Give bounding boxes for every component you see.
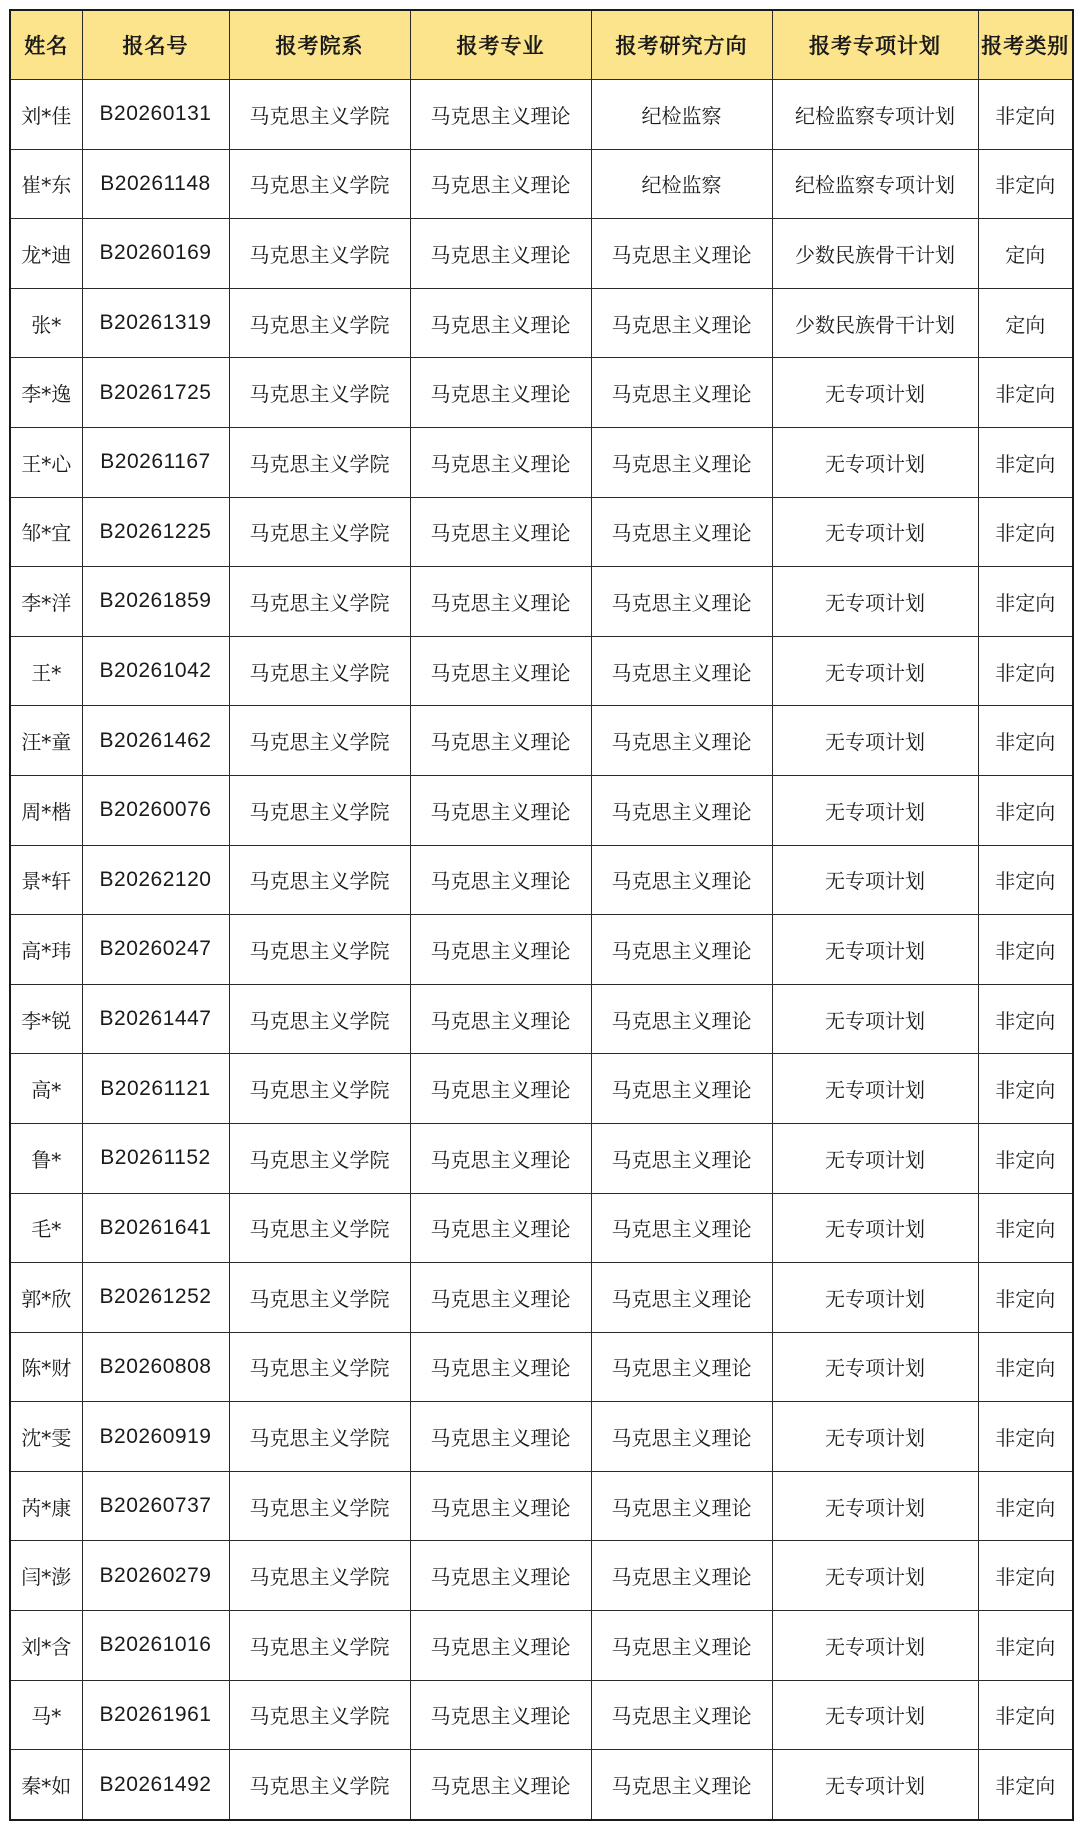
cell-registration-number: B20261725 xyxy=(82,358,229,428)
cell-category: 非定向 xyxy=(978,1193,1073,1263)
cell-department: 马克思主义学院 xyxy=(229,984,410,1054)
cell-registration-number: B20261121 xyxy=(82,1054,229,1124)
cell-category: 非定向 xyxy=(978,1611,1073,1681)
cell-registration-number: B20261961 xyxy=(82,1680,229,1750)
cell-special-plan: 无专项计划 xyxy=(772,915,978,985)
cell-major: 马克思主义理论 xyxy=(410,915,591,985)
cell-category: 非定向 xyxy=(978,775,1073,845)
cell-department: 马克思主义学院 xyxy=(229,1123,410,1193)
cell-name: 邹*宜 xyxy=(10,497,82,567)
cell-registration-number: B20261641 xyxy=(82,1193,229,1263)
header-special-plan: 报考专项计划 xyxy=(772,10,978,80)
header-name: 姓名 xyxy=(10,10,82,80)
applicant-table xyxy=(9,9,1074,1821)
cell-department: 马克思主义学院 xyxy=(229,497,410,567)
cell-major: 马克思主义理论 xyxy=(410,636,591,706)
cell-name: 沈*雯 xyxy=(10,1402,82,1472)
cell-category: 非定向 xyxy=(978,1332,1073,1402)
cell-registration-number: B20261148 xyxy=(82,149,229,219)
header-category: 报考类别 xyxy=(978,10,1073,80)
cell-category: 定向 xyxy=(978,219,1073,289)
cell-registration-number: B20261447 xyxy=(82,984,229,1054)
table-row xyxy=(10,149,1073,219)
cell-category: 非定向 xyxy=(978,1750,1073,1820)
cell-registration-number: B20260076 xyxy=(82,775,229,845)
table-row xyxy=(10,1054,1073,1124)
cell-department: 马克思主义学院 xyxy=(229,1750,410,1820)
cell-research-direction: 马克思主义理论 xyxy=(591,497,772,567)
cell-department: 马克思主义学院 xyxy=(229,358,410,428)
cell-major: 马克思主义理论 xyxy=(410,219,591,289)
cell-research-direction: 纪检监察 xyxy=(591,149,772,219)
cell-name: 郭*欣 xyxy=(10,1263,82,1333)
cell-name: 周*楷 xyxy=(10,775,82,845)
cell-department: 马克思主义学院 xyxy=(229,149,410,219)
cell-research-direction: 马克思主义理论 xyxy=(591,636,772,706)
cell-department: 马克思主义学院 xyxy=(229,706,410,776)
cell-department: 马克思主义学院 xyxy=(229,1541,410,1611)
cell-research-direction: 马克思主义理论 xyxy=(591,1611,772,1681)
header-major: 报考专业 xyxy=(410,10,591,80)
cell-department: 马克思主义学院 xyxy=(229,1332,410,1402)
cell-major: 马克思主义理论 xyxy=(410,775,591,845)
cell-research-direction: 马克思主义理论 xyxy=(591,1263,772,1333)
table-row xyxy=(10,1611,1073,1681)
cell-major: 马克思主义理论 xyxy=(410,497,591,567)
header-department: 报考院系 xyxy=(229,10,410,80)
cell-special-plan: 无专项计划 xyxy=(772,1471,978,1541)
cell-research-direction: 马克思主义理论 xyxy=(591,1054,772,1124)
cell-name: 王*心 xyxy=(10,427,82,497)
cell-special-plan: 少数民族骨干计划 xyxy=(772,288,978,358)
cell-research-direction: 马克思主义理论 xyxy=(591,845,772,915)
cell-registration-number: B20261319 xyxy=(82,288,229,358)
table-row xyxy=(10,1332,1073,1402)
cell-special-plan: 无专项计划 xyxy=(772,1750,978,1820)
cell-research-direction: 马克思主义理论 xyxy=(591,984,772,1054)
table-row xyxy=(10,984,1073,1054)
cell-name: 王* xyxy=(10,636,82,706)
cell-category: 非定向 xyxy=(978,636,1073,706)
table-row xyxy=(10,915,1073,985)
table-row xyxy=(10,1750,1073,1820)
cell-name: 李*逸 xyxy=(10,358,82,428)
table-row xyxy=(10,80,1073,150)
table-row xyxy=(10,1123,1073,1193)
table-row xyxy=(10,1263,1073,1333)
cell-research-direction: 马克思主义理论 xyxy=(591,1193,772,1263)
cell-research-direction: 马克思主义理论 xyxy=(591,706,772,776)
table-row xyxy=(10,1402,1073,1472)
table-row xyxy=(10,775,1073,845)
cell-research-direction: 马克思主义理论 xyxy=(591,1332,772,1402)
cell-department: 马克思主义学院 xyxy=(229,427,410,497)
table-row xyxy=(10,567,1073,637)
cell-category: 非定向 xyxy=(978,80,1073,150)
cell-name: 刘*佳 xyxy=(10,80,82,150)
table-row xyxy=(10,427,1073,497)
cell-department: 马克思主义学院 xyxy=(229,915,410,985)
cell-special-plan: 无专项计划 xyxy=(772,497,978,567)
cell-name: 高* xyxy=(10,1054,82,1124)
cell-name: 龙*迪 xyxy=(10,219,82,289)
cell-registration-number: B20261225 xyxy=(82,497,229,567)
cell-department: 马克思主义学院 xyxy=(229,1054,410,1124)
cell-category: 非定向 xyxy=(978,567,1073,637)
cell-category: 非定向 xyxy=(978,427,1073,497)
cell-special-plan: 无专项计划 xyxy=(772,1054,978,1124)
cell-special-plan: 无专项计划 xyxy=(772,706,978,776)
cell-category: 非定向 xyxy=(978,497,1073,567)
cell-registration-number: B20260169 xyxy=(82,219,229,289)
cell-major: 马克思主义理论 xyxy=(410,567,591,637)
cell-department: 马克思主义学院 xyxy=(229,567,410,637)
cell-special-plan: 无专项计划 xyxy=(772,1611,978,1681)
table-row xyxy=(10,706,1073,776)
cell-category: 定向 xyxy=(978,288,1073,358)
table-row xyxy=(10,636,1073,706)
cell-special-plan: 无专项计划 xyxy=(772,358,978,428)
cell-category: 非定向 xyxy=(978,1541,1073,1611)
cell-special-plan: 纪检监察专项计划 xyxy=(772,149,978,219)
cell-name: 李*洋 xyxy=(10,567,82,637)
table-body xyxy=(10,80,1073,1820)
cell-name: 汪*童 xyxy=(10,706,82,776)
cell-name: 高*玮 xyxy=(10,915,82,985)
cell-registration-number: B20260279 xyxy=(82,1541,229,1611)
cell-major: 马克思主义理论 xyxy=(410,80,591,150)
cell-major: 马克思主义理论 xyxy=(410,149,591,219)
cell-special-plan: 无专项计划 xyxy=(772,1123,978,1193)
cell-research-direction: 马克思主义理论 xyxy=(591,358,772,428)
cell-name: 李*锐 xyxy=(10,984,82,1054)
table-row xyxy=(10,358,1073,428)
table-row xyxy=(10,497,1073,567)
cell-research-direction: 马克思主义理论 xyxy=(591,775,772,845)
cell-major: 马克思主义理论 xyxy=(410,358,591,428)
cell-registration-number: B20261042 xyxy=(82,636,229,706)
cell-major: 马克思主义理论 xyxy=(410,1541,591,1611)
table-row xyxy=(10,288,1073,358)
cell-registration-number: B20261152 xyxy=(82,1123,229,1193)
cell-registration-number: B20261016 xyxy=(82,1611,229,1681)
cell-category: 非定向 xyxy=(978,358,1073,428)
cell-department: 马克思主义学院 xyxy=(229,1402,410,1472)
cell-department: 马克思主义学院 xyxy=(229,1263,410,1333)
cell-special-plan: 无专项计划 xyxy=(772,1263,978,1333)
cell-major: 马克思主义理论 xyxy=(410,1680,591,1750)
table-row xyxy=(10,1680,1073,1750)
cell-special-plan: 无专项计划 xyxy=(772,1680,978,1750)
cell-registration-number: B20260737 xyxy=(82,1471,229,1541)
cell-major: 马克思主义理论 xyxy=(410,1471,591,1541)
cell-special-plan: 无专项计划 xyxy=(772,1541,978,1611)
cell-name: 崔*东 xyxy=(10,149,82,219)
cell-research-direction: 马克思主义理论 xyxy=(591,1402,772,1472)
cell-category: 非定向 xyxy=(978,1263,1073,1333)
cell-name: 刘*含 xyxy=(10,1611,82,1681)
cell-major: 马克思主义理论 xyxy=(410,1054,591,1124)
header-research-direction: 报考研究方向 xyxy=(591,10,772,80)
cell-research-direction: 纪检监察 xyxy=(591,80,772,150)
cell-name: 闫*澎 xyxy=(10,1541,82,1611)
cell-category: 非定向 xyxy=(978,706,1073,776)
header-registration-number: 报名号 xyxy=(82,10,229,80)
table-row xyxy=(10,1541,1073,1611)
cell-registration-number: B20261859 xyxy=(82,567,229,637)
cell-major: 马克思主义理论 xyxy=(410,1611,591,1681)
cell-registration-number: B20260808 xyxy=(82,1332,229,1402)
cell-special-plan: 少数民族骨干计划 xyxy=(772,219,978,289)
cell-department: 马克思主义学院 xyxy=(229,636,410,706)
cell-registration-number: B20260131 xyxy=(82,80,229,150)
cell-department: 马克思主义学院 xyxy=(229,80,410,150)
cell-major: 马克思主义理论 xyxy=(410,1193,591,1263)
cell-department: 马克思主义学院 xyxy=(229,845,410,915)
cell-category: 非定向 xyxy=(978,845,1073,915)
cell-special-plan: 纪检监察专项计划 xyxy=(772,80,978,150)
cell-registration-number: B20261492 xyxy=(82,1750,229,1820)
cell-registration-number: B20262120 xyxy=(82,845,229,915)
cell-registration-number: B20260247 xyxy=(82,915,229,985)
cell-research-direction: 马克思主义理论 xyxy=(591,1750,772,1820)
cell-research-direction: 马克思主义理论 xyxy=(591,1541,772,1611)
cell-department: 马克思主义学院 xyxy=(229,1680,410,1750)
cell-department: 马克思主义学院 xyxy=(229,219,410,289)
cell-major: 马克思主义理论 xyxy=(410,1750,591,1820)
cell-research-direction: 马克思主义理论 xyxy=(591,219,772,289)
cell-category: 非定向 xyxy=(978,1123,1073,1193)
cell-research-direction: 马克思主义理论 xyxy=(591,288,772,358)
cell-name: 秦*如 xyxy=(10,1750,82,1820)
cell-research-direction: 马克思主义理论 xyxy=(591,567,772,637)
cell-major: 马克思主义理论 xyxy=(410,1332,591,1402)
cell-major: 马克思主义理论 xyxy=(410,427,591,497)
cell-department: 马克思主义学院 xyxy=(229,1471,410,1541)
table-header xyxy=(10,10,1073,80)
cell-department: 马克思主义学院 xyxy=(229,1611,410,1681)
cell-department: 马克思主义学院 xyxy=(229,775,410,845)
cell-name: 张* xyxy=(10,288,82,358)
cell-major: 马克思主义理论 xyxy=(410,1123,591,1193)
table-row xyxy=(10,845,1073,915)
cell-research-direction: 马克思主义理论 xyxy=(591,427,772,497)
cell-registration-number: B20261167 xyxy=(82,427,229,497)
cell-special-plan: 无专项计划 xyxy=(772,567,978,637)
table-row xyxy=(10,219,1073,289)
applicant-list-sheet xyxy=(9,9,1074,1821)
cell-name: 景*轩 xyxy=(10,845,82,915)
cell-category: 非定向 xyxy=(978,915,1073,985)
cell-category: 非定向 xyxy=(978,1402,1073,1472)
cell-major: 马克思主义理论 xyxy=(410,706,591,776)
cell-name: 毛* xyxy=(10,1193,82,1263)
cell-name: 鲁* xyxy=(10,1123,82,1193)
cell-registration-number: B20261252 xyxy=(82,1263,229,1333)
cell-category: 非定向 xyxy=(978,1680,1073,1750)
cell-major: 马克思主义理论 xyxy=(410,1402,591,1472)
cell-special-plan: 无专项计划 xyxy=(772,1193,978,1263)
cell-registration-number: B20261462 xyxy=(82,706,229,776)
cell-category: 非定向 xyxy=(978,1471,1073,1541)
cell-name: 陈*财 xyxy=(10,1332,82,1402)
cell-special-plan: 无专项计划 xyxy=(772,1332,978,1402)
cell-research-direction: 马克思主义理论 xyxy=(591,1123,772,1193)
cell-category: 非定向 xyxy=(978,1054,1073,1124)
cell-name: 芮*康 xyxy=(10,1471,82,1541)
cell-research-direction: 马克思主义理论 xyxy=(591,915,772,985)
cell-special-plan: 无专项计划 xyxy=(772,636,978,706)
table-row xyxy=(10,1471,1073,1541)
cell-research-direction: 马克思主义理论 xyxy=(591,1471,772,1541)
cell-special-plan: 无专项计划 xyxy=(772,845,978,915)
table-row xyxy=(10,1193,1073,1263)
cell-special-plan: 无专项计划 xyxy=(772,1402,978,1472)
cell-special-plan: 无专项计划 xyxy=(772,427,978,497)
cell-major: 马克思主义理论 xyxy=(410,845,591,915)
cell-major: 马克思主义理论 xyxy=(410,984,591,1054)
cell-research-direction: 马克思主义理论 xyxy=(591,1680,772,1750)
cell-major: 马克思主义理论 xyxy=(410,288,591,358)
cell-major: 马克思主义理论 xyxy=(410,1263,591,1333)
cell-category: 非定向 xyxy=(978,149,1073,219)
cell-special-plan: 无专项计划 xyxy=(772,775,978,845)
cell-department: 马克思主义学院 xyxy=(229,1193,410,1263)
cell-special-plan: 无专项计划 xyxy=(772,984,978,1054)
cell-department: 马克思主义学院 xyxy=(229,288,410,358)
cell-registration-number: B20260919 xyxy=(82,1402,229,1472)
header-row xyxy=(10,10,1073,80)
cell-category: 非定向 xyxy=(978,984,1073,1054)
cell-name: 马* xyxy=(10,1680,82,1750)
